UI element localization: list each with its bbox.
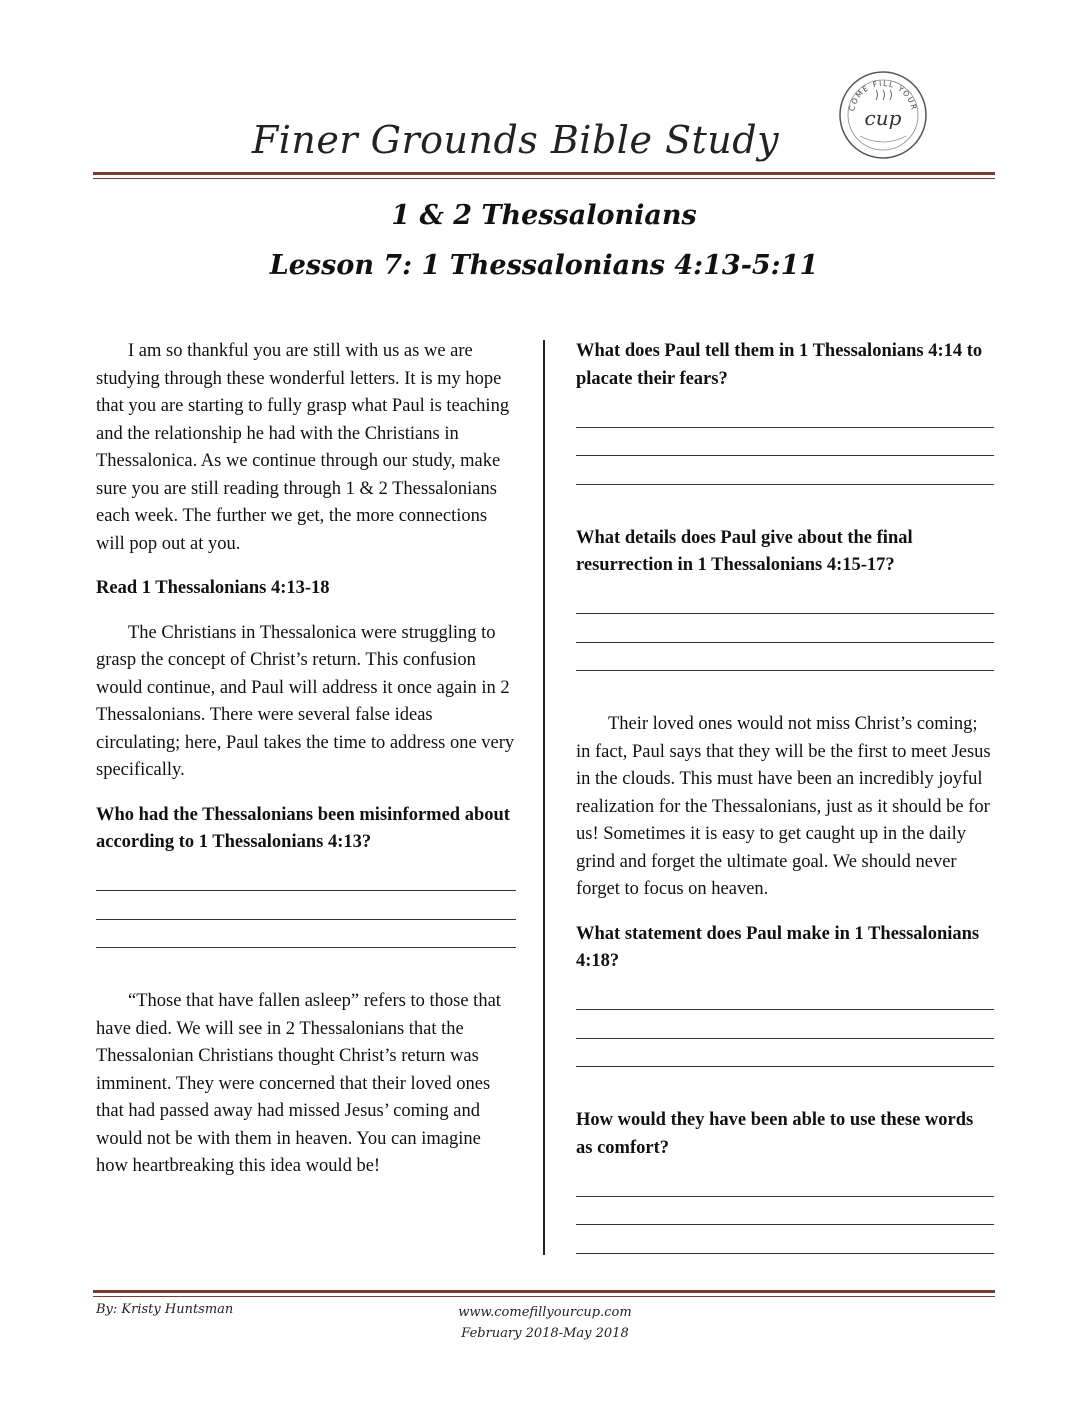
answer-line[interactable] bbox=[576, 428, 994, 457]
answer-line[interactable] bbox=[576, 643, 994, 672]
answer-line[interactable] bbox=[96, 863, 516, 892]
answer-line[interactable] bbox=[576, 1225, 994, 1254]
question-2: What does Paul tell them in 1 Thessalonians 4:14 to placate their fears? bbox=[576, 341, 983, 389]
site-title: Finer Grounds Bible Study bbox=[251, 118, 780, 162]
answer-lines-3[interactable] bbox=[576, 586, 994, 672]
question-1: Who had the Thessalonians been misinformed about according to 1 Thessalonians 4:13? bbox=[96, 804, 510, 852]
author-credit: By: Kristy Huntsman bbox=[96, 1302, 234, 1317]
answer-line[interactable] bbox=[576, 456, 994, 485]
study-dates: February 2018-May 2018 bbox=[461, 1326, 629, 1341]
header-rule-thick bbox=[93, 172, 995, 175]
svg-text:COME FILL YOUR: COME FILL YOUR bbox=[847, 78, 919, 112]
footer-rule-thick bbox=[93, 1290, 995, 1293]
website-link[interactable]: www.comefillyourcup.com bbox=[458, 1305, 632, 1320]
answer-line[interactable] bbox=[576, 1010, 994, 1039]
intro-paragraph: I am so thankful you are still with us as we are studying through these wonderful letters. It is my hope that you are starting to fully grasp what Paul is teaching and the relationship he had with the Christians in Thessalonica. As we continue through our study, make sure you are still reading through 1 & 2 Thessalonians each week. The further we get, the more connections will pop out at you. bbox=[96, 341, 510, 554]
answer-line[interactable] bbox=[576, 586, 994, 615]
question-3: What details does Paul give about the final resurrection in 1 Thessalonians 4:15-17? bbox=[576, 527, 913, 575]
answer-line[interactable] bbox=[576, 1168, 994, 1197]
answer-line[interactable] bbox=[96, 920, 516, 949]
study-title: 1 & 2 Thessalonians bbox=[391, 200, 697, 231]
answer-line[interactable] bbox=[96, 891, 516, 920]
answer-lines-2[interactable] bbox=[576, 399, 994, 485]
footer-center bbox=[350, 1302, 740, 1344]
svg-text:cup: cup bbox=[864, 106, 902, 130]
explanation-paragraph: “Those that have fallen asleep” refers to those that have died. We will see in 2 Thessalonians that the Thessalonian Christians thought Christ’s return was imminent. They were concerned that their loved ones that had passed away had missed Jesus’ coming and would not be with them in heaven. You can imagine how heartbreaking this idea would be! bbox=[96, 991, 501, 1176]
context-paragraph: The Christians in Thessalonica were struggling to grasp the concept of Christ’s return. This confusion would continue, and Paul will address it once again in 2 Thessalonians. There were several false ideas circulating; here, Paul takes the time to address one very specifically. bbox=[96, 622, 515, 780]
lesson-title: Lesson 7: 1 Thessalonians 4:13-5:11 bbox=[269, 250, 819, 281]
reading-heading: Read 1 Thessalonians 4:13-18 bbox=[96, 578, 330, 598]
answer-line[interactable] bbox=[576, 399, 994, 428]
question-5: How would they have been able to use these words as comfort? bbox=[576, 1110, 974, 1158]
answer-line[interactable] bbox=[576, 982, 994, 1011]
header-rule-thin bbox=[93, 178, 995, 179]
column-divider bbox=[543, 340, 545, 1255]
answer-lines-5[interactable] bbox=[576, 1168, 994, 1254]
right-column bbox=[576, 338, 994, 1294]
answer-line[interactable] bbox=[576, 614, 994, 643]
left-column bbox=[96, 338, 516, 1198]
answer-line[interactable] bbox=[576, 1039, 994, 1068]
answer-lines-1[interactable] bbox=[96, 863, 516, 949]
encouragement-paragraph: Their loved ones would not miss Christ’s coming; in fact, Paul says that they will be the first to meet Jesus in the clouds. This must have been an incredibly joyful realization for the Thessalonians, just as it should be for us! Sometimes it is easy to get caught up in the daily grind and forget the ultimate goal. We should never forget to focus on heaven. bbox=[576, 714, 991, 899]
answer-lines-4[interactable] bbox=[576, 982, 994, 1068]
footer-rule-thin bbox=[93, 1296, 995, 1297]
answer-line[interactable] bbox=[576, 1197, 994, 1226]
question-4: What statement does Paul make in 1 Thessalonians 4:18? bbox=[576, 923, 980, 971]
